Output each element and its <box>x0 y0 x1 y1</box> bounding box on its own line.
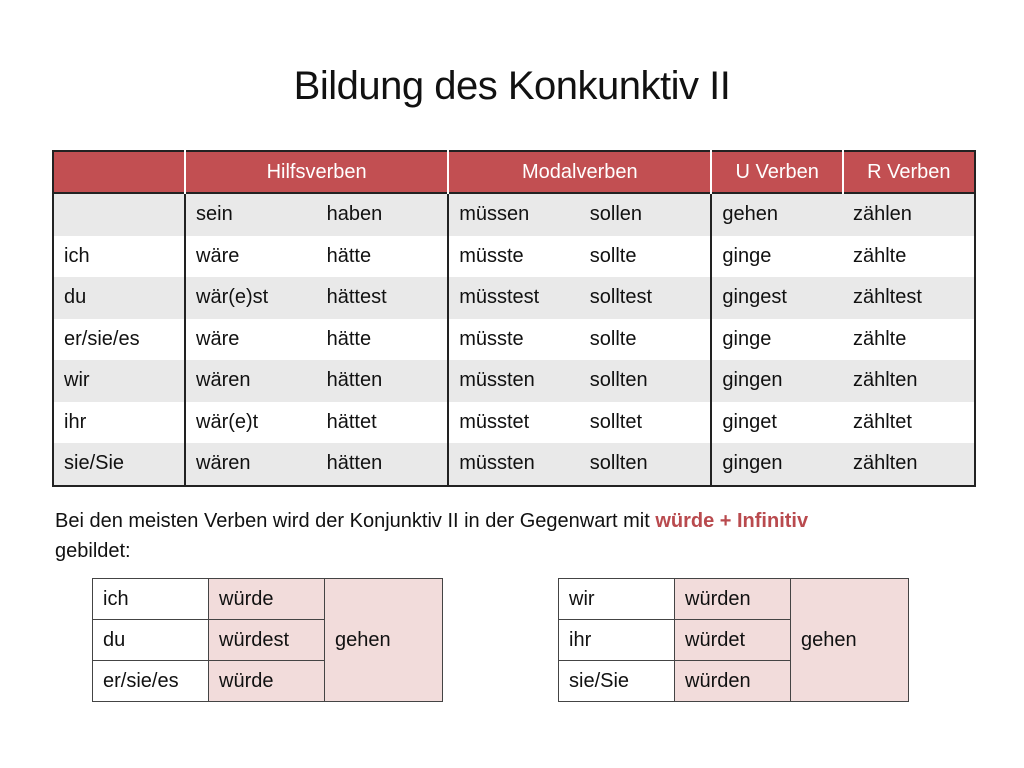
table-cell: hätten <box>317 443 449 486</box>
header-blank <box>53 151 185 193</box>
table-cell: wir <box>559 579 675 620</box>
table-cell: wär(e)st <box>185 277 317 319</box>
verb-cell: gehen <box>325 579 443 702</box>
note-text: Bei den meisten Verben wird der Konjunktiv II in der Gegenwart mit <box>55 510 656 532</box>
header-r-verben: R Verben <box>843 151 975 193</box>
wuerde-table-singular <box>92 578 443 702</box>
table-cell: gingen <box>711 443 843 486</box>
header-modalverben: Modalverben <box>448 151 711 193</box>
table-cell: sollten <box>580 360 712 402</box>
table-cell: sie/Sie <box>559 661 675 702</box>
table-cell: zählten <box>843 443 975 486</box>
table-cell: sollte <box>580 236 712 278</box>
table-cell: ich <box>93 579 209 620</box>
table-cell: müsste <box>448 236 580 278</box>
verb-cell: gehen <box>791 579 909 702</box>
table-cell: haben <box>317 193 449 236</box>
table-cell: sein <box>185 193 317 236</box>
table-cell: sollten <box>580 443 712 486</box>
table-cell: er/sie/es <box>53 319 185 361</box>
table-cell: er/sie/es <box>93 661 209 702</box>
table-cell: hätte <box>317 236 449 278</box>
conjugation-table <box>52 150 976 487</box>
table-cell: müssten <box>448 443 580 486</box>
table-cell: würde <box>209 661 325 702</box>
table-cell: müssten <box>448 360 580 402</box>
table-cell: hättest <box>317 277 449 319</box>
table-cell: würdest <box>209 620 325 661</box>
table-cell: ich <box>53 236 185 278</box>
table-cell: zähltest <box>843 277 975 319</box>
table-cell: würdet <box>675 620 791 661</box>
table-cell: müsstest <box>448 277 580 319</box>
table-cell: hätten <box>317 360 449 402</box>
table-cell: wäre <box>185 319 317 361</box>
table-cell: zähltet <box>843 402 975 444</box>
table-cell: wär(e)t <box>185 402 317 444</box>
table-header-row <box>53 151 975 193</box>
table-cell: sie/Sie <box>53 443 185 486</box>
table-row <box>53 236 975 278</box>
table-cell: müssen <box>448 193 580 236</box>
table-cell: zählte <box>843 319 975 361</box>
note-text-end: gebildet: <box>55 540 131 562</box>
table-cell: würden <box>675 661 791 702</box>
table-row <box>559 579 909 620</box>
table-cell: sollen <box>580 193 712 236</box>
table-cell: solltest <box>580 277 712 319</box>
table-cell: ihr <box>53 402 185 444</box>
wuerde-table-plural <box>558 578 909 702</box>
table-cell: gingen <box>711 360 843 402</box>
table-cell: wären <box>185 360 317 402</box>
table-cell: würde <box>209 579 325 620</box>
table-cell: ginget <box>711 402 843 444</box>
table-cell: hättet <box>317 402 449 444</box>
table-cell: zählte <box>843 236 975 278</box>
table-cell: du <box>93 620 209 661</box>
table-cell: zählen <box>843 193 975 236</box>
table-cell: ginge <box>711 236 843 278</box>
table-row <box>53 443 975 486</box>
table-cell: müsste <box>448 319 580 361</box>
table-cell: sollte <box>580 319 712 361</box>
table-row <box>53 193 975 236</box>
header-u-verben: U Verben <box>711 151 843 193</box>
explanation-note <box>55 506 975 566</box>
header-hilfsverben: Hilfsverben <box>185 151 448 193</box>
table-cell: müsstet <box>448 402 580 444</box>
note-highlight: würde + Infinitiv <box>655 510 809 532</box>
table-cell: gehen <box>711 193 843 236</box>
table-cell <box>53 193 185 236</box>
table-cell: wäre <box>185 236 317 278</box>
table-cell: gingest <box>711 277 843 319</box>
table-row <box>53 402 975 444</box>
table-row <box>53 360 975 402</box>
table-cell: du <box>53 277 185 319</box>
table-cell: wir <box>53 360 185 402</box>
table-cell: ihr <box>559 620 675 661</box>
table-cell: ginge <box>711 319 843 361</box>
table-row <box>53 319 975 361</box>
table-cell: solltet <box>580 402 712 444</box>
table-row <box>93 579 443 620</box>
table-cell: würden <box>675 579 791 620</box>
table-row <box>53 277 975 319</box>
page-title: Bildung des Konkunktiv II <box>293 64 731 108</box>
table-cell: wären <box>185 443 317 486</box>
table-cell: hätte <box>317 319 449 361</box>
table-cell: zählten <box>843 360 975 402</box>
